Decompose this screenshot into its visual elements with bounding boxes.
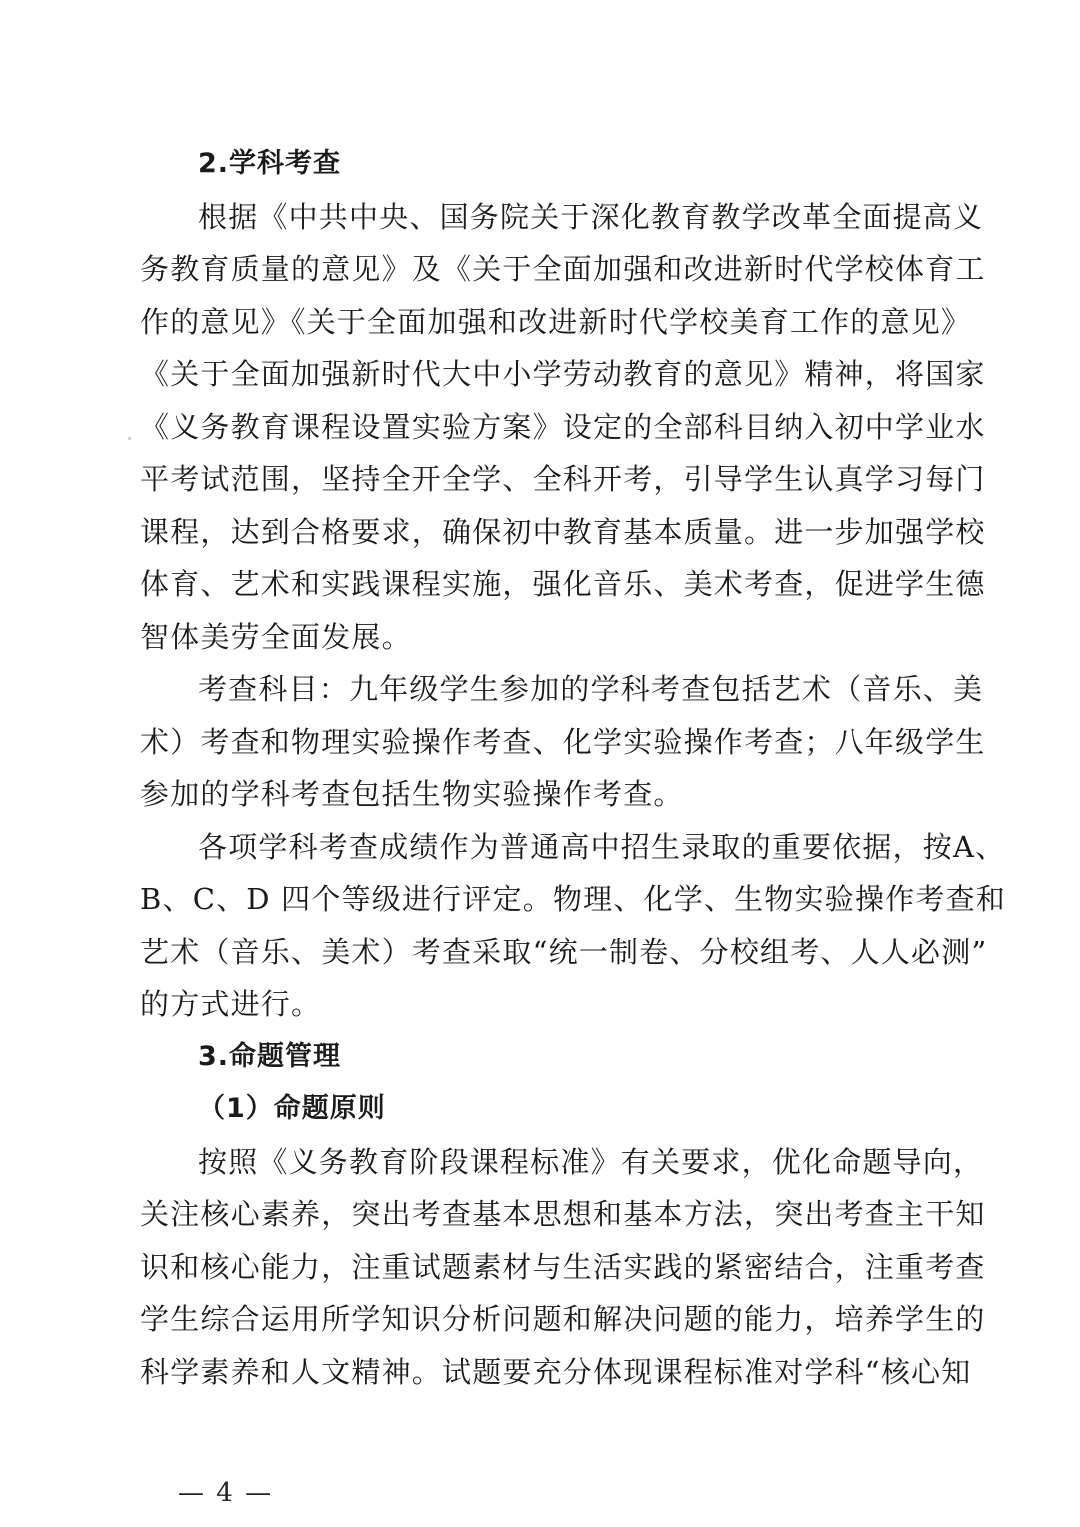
scan-speck [128,437,131,440]
paragraph-line: 务教育质量的意见》及《关于全面加强和改进新时代学校体育工 [140,252,986,286]
paragraph-line: 识和核心能力，注重试题素材与生活实践的紧密结合，注重考查 [140,1249,986,1284]
paragraph-line: 关注核心素养，突出考查基本思想和基本方法，突出考查主干知 [140,1197,986,1231]
paragraph-line: 《义务教育课程设置实验方案》设定的全部科目纳入初中学业水 [140,409,986,444]
paragraph-line: 平考试范围，坚持全开全学、全科开考，引导学生认真学习每门 [140,462,986,496]
heading-proposition-principles: （1）命题原则 [198,1093,386,1124]
page-number: — 4 — [178,1478,274,1508]
paragraph-line: 各项学科考查成绩作为普通高中招生录取的重要依据，按A、 [198,829,1006,864]
heading-subject-check: 2.学科考查 [198,148,342,179]
body-text [140,138,1006,1398]
paragraph-line: 体育、艺术和实践课程实施，强化音乐、美术考查，促进学生德 [140,567,986,601]
paragraph-line: 考查科目：九年级学生参加的学科考查包括艺术（音乐、美 [198,672,984,706]
paragraph-line: 作的意见》《关于全面加强和改进新时代学校美育工作的意见》 [140,304,972,339]
paragraph-line: 艺术（音乐、美术）考查采取“统一制卷、分校组考、人人必测” [140,934,988,969]
paragraph-line: 课程，达到合格要求，确保初中教育基本质量。进一步加强学校 [140,514,986,549]
paragraph-line: 智体美劳全面发展。 [140,619,412,654]
paragraph-line: 根据《中共中央、国务院关于深化教育教学改革全面提高义 [198,199,984,234]
heading-proposition-management: 3.命题管理 [198,1040,342,1072]
paragraph-line: 术）考查和物理实验操作考查、化学实验操作考查；八年级学生 [140,724,986,759]
paragraph-line: 的方式进行。 [140,987,322,1021]
paragraph-line: B、C、D 四个等级进行评定。物理、化学、生物实验操作考查和 [140,882,1006,916]
paragraph-line: 学生综合运用所学知识分析问题和解决问题的能力，培养学生的 [140,1302,986,1336]
paragraph-line: 《关于全面加强新时代大中小学劳动教育的意见》精神，将国家 [140,357,986,391]
paragraph-line: 按照《义务教育阶段课程标准》有关要求，优化命题导向， [198,1144,984,1179]
paragraph-line: 科学素养和人文精神。试题要充分体现课程标准对学科“核心知 [140,1354,972,1389]
paragraph-line: 参加的学科考查包括生物实验操作考查。 [140,777,684,811]
